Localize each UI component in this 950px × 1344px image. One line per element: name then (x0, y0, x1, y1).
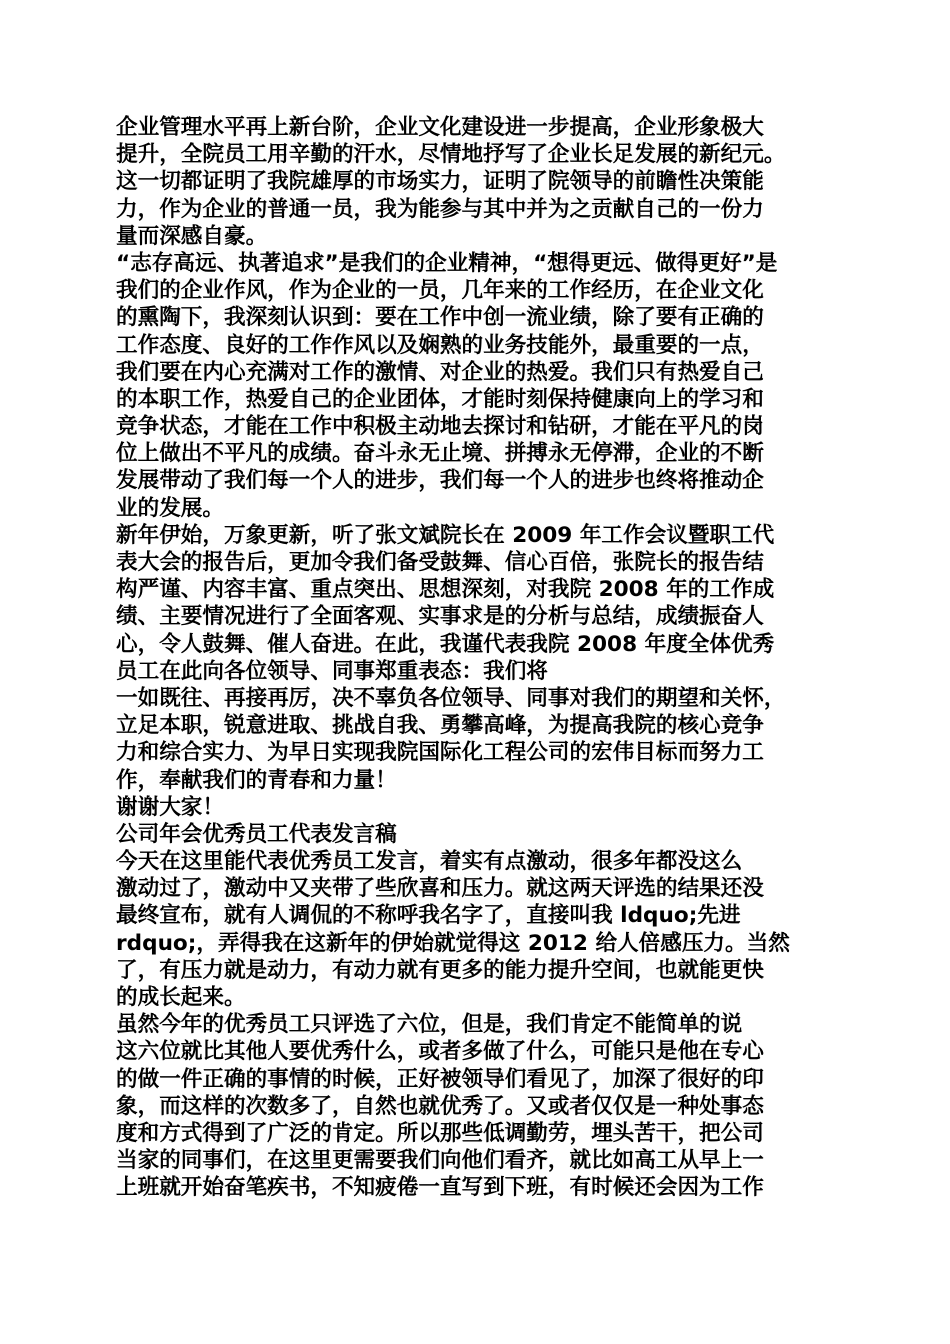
text-line: 新年伊始，万象更新，听了张文斌院长在 2009 年工作会议暨职工代 (116, 522, 775, 548)
text-line: 力，作为企业的普通一员，我为能参与其中并为之贡献自己的一份力 (116, 196, 764, 222)
document-body (116, 114, 844, 1202)
text-line: 工作态度、良好的工作作风以及娴熟的业务技能外，最重要的一点， (116, 332, 764, 358)
section-title: 公司年会优秀员工代表发言稿 (116, 821, 397, 847)
text-line: 的成长起来。 (116, 985, 246, 1010)
text-line: 绩、主要情况进行了全面客观、实事求是的分析与总结，成绩振奋人 (116, 604, 764, 630)
text-line: 量而深感自豪。 (116, 223, 268, 249)
text-line: 作，奉献我们的青春和力量！ (116, 767, 397, 793)
text-line: 我们的企业作风，作为企业的一员，几年来的工作经历，在企业文化 (116, 278, 764, 304)
text-line: 表大会的报告后，更加令我们备受鼓舞、信心百倍，张院长的报告结 (116, 550, 764, 575)
text-line: 的做一件正确的事情的时候，正好被领导们看见了，加深了很好的印 (116, 1066, 764, 1092)
text-line: 的熏陶下，我深刻认识到：要在工作中创一流业绩，除了要有正确的 (116, 305, 764, 331)
text-line: 度和方式得到了广泛的肯定。所以那些低调勤劳，埋头苦干，把公司 (116, 1120, 764, 1146)
text-line: 这六位就比其他人要优秀什么，或者多做了什么，可能只是他在专心 (116, 1039, 764, 1065)
text-line: 谢谢大家！ (116, 794, 224, 820)
text-line: 的本职工作，热爱自己的企业团体，才能时刻保持健康向上的学习和 (116, 386, 764, 412)
text-line: 员工在此向各位领导、同事郑重表态：我们将 (116, 658, 548, 684)
text-line: 虽然今年的优秀员工只评选了六位，但是，我们肯定不能简单的说 (116, 1012, 743, 1038)
text-line: 力和综合实力、为早日实现我院国际化工程公司的宏伟目标而努力工 (116, 740, 764, 766)
text-line: 位上做出不平凡的成绩。奋斗永无止境、拼搏永无停滞，企业的不断 (116, 441, 764, 467)
text-line: 一如既往、再接再厉，决不辜负各位领导、同事对我们的期望和关怀， (116, 685, 786, 711)
text-line: 激动过了，激动中又夹带了些欣喜和压力。就这两天评选的结果还没 (116, 876, 764, 902)
text-line: 竞争状态，才能在工作中积极主动地去探讨和钻研，才能在平凡的岗 (116, 414, 764, 440)
text-line: 了，有压力就是动力，有动力就有更多的能力提升空间，也就能更快 (116, 957, 764, 983)
text-line: 提升，全院员工用辛勤的汗水，尽情地抒写了企业长足发展的新纪元。 (116, 142, 786, 168)
text-line: “志存高远、执著追求”是我们的企业精神，“想得更远、做得更好”是 (116, 250, 778, 276)
text-line: 象，而这样的次数多了，自然也就优秀了。又或者仅仅是一种处事态 (116, 1093, 764, 1119)
text-line: 今天在这里能代表优秀员工发言，着实有点激动，很多年都没这么 (116, 849, 743, 875)
text-line: 这一切都证明了我院雄厚的市场实力，证明了院领导的前瞻性决策能 (116, 169, 764, 195)
text-line: 心，令人鼓舞、催人奋进。在此，我谨代表我院 2008 年度全体优秀 (116, 631, 775, 657)
text-line: 构严谨、内容丰富、重点突出、思想深刻，对我院 2008 年的工作成 (116, 577, 775, 603)
text-line: 当家的同事们，在这里更需要我们向他们看齐，就比如高工从早上一 (116, 1148, 764, 1174)
text-line: 业的发展。 (116, 495, 224, 521)
text-line: 我们要在内心充满对工作的激情、对企业的热爱。我们只有热爱自己 (116, 359, 764, 385)
text-line: 上班就开始奋笔疾书，不知疲倦一直写到下班，有时候还会因为工作 (116, 1175, 764, 1201)
text-line: 最终宣布，就有人调侃的不称呼我名字了，直接叫我 ldquo;先进 (116, 903, 741, 929)
text-line: 发展带动了我们每一个人的进步，我们每一个人的进步也终将推动企 (116, 468, 764, 494)
text-line: 立足本职，锐意进取、挑战自我、勇攀高峰，为提高我院的核心竞争 (116, 713, 764, 739)
text-line: rdquo;，弄得我在这新年的伊始就觉得这 2012 给人倍感压力。当然 (116, 930, 790, 956)
text-line: 企业管理水平再上新台阶，企业文化建设进一步提高，企业形象极大 (116, 115, 764, 140)
